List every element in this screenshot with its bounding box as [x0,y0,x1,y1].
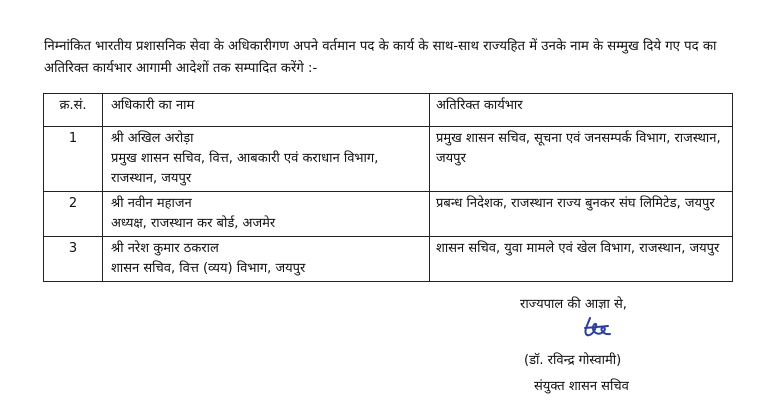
officer-current-post: शासन सचिव, वित्त (व्यय) विभाग, जयपुर [111,261,306,276]
additional-charge: प्रबन्ध निदेशक, राजस्थान राज्य बुनकर संघ लिमिटेड, जयपुर [430,192,733,237]
table-row [44,127,733,192]
additional-charge: प्रमुख शासन सचिव, सूचना एवं जनसम्पर्क विभाग, राजस्थान, जयपुर [430,127,733,192]
officer-cell [103,237,430,282]
header-officer-name: अधिकारी का नाम [103,94,430,127]
officer-name: श्री अखिल अरोड़ा [111,131,194,146]
row-serial-number: 3 [44,237,103,282]
officer-cell [103,192,430,237]
table-header-row [44,94,733,127]
table-row [44,192,733,237]
officers-table [43,93,733,282]
row-serial-number: 2 [44,192,103,237]
officer-current-post: अध्यक्ष, राजस्थान कर बोर्ड, अजमेर [111,216,276,231]
officer-name: श्री नरेश कुमार ठकराल [111,241,219,256]
header-additional-charge: अतिरिक्त कार्यभार [430,94,733,127]
officer-current-post: प्रमुख शासन सचिव, वित्त, आबकारी एवं कराधान विभाग, राजस्थान, जयपुर [111,151,379,186]
intro-paragraph: निम्नांकित भारतीय प्रशासनिक सेवा के अधिकारीगण अपने वर्तमान पद के कार्य के साथ-साथ राज्यहित में उनके नाम के सम्मुख दिये गए पद का अतिरिक्त कार्यभार आगामी आदेशों तक सम्पादित करेंगे :- [44,39,717,76]
additional-charge: शासन सचिव, युवा मामले एवं खेल विभाग, राजस्थान, जयपुर [430,237,733,282]
signature-mark [580,314,616,340]
signatory-name: (डॉ. रविन्द्र गोस्वामी) [524,353,622,368]
header-serial-number: क्र.सं. [44,94,103,127]
order-line: राज्यपाल की आज्ञा से, [520,297,627,312]
signatory-designation: संयुक्त शासन सचिव [534,379,629,394]
officer-cell [103,127,430,192]
table-row [44,237,733,282]
row-serial-number: 1 [44,127,103,192]
officer-name: श्री नवीन महाजन [111,196,192,211]
